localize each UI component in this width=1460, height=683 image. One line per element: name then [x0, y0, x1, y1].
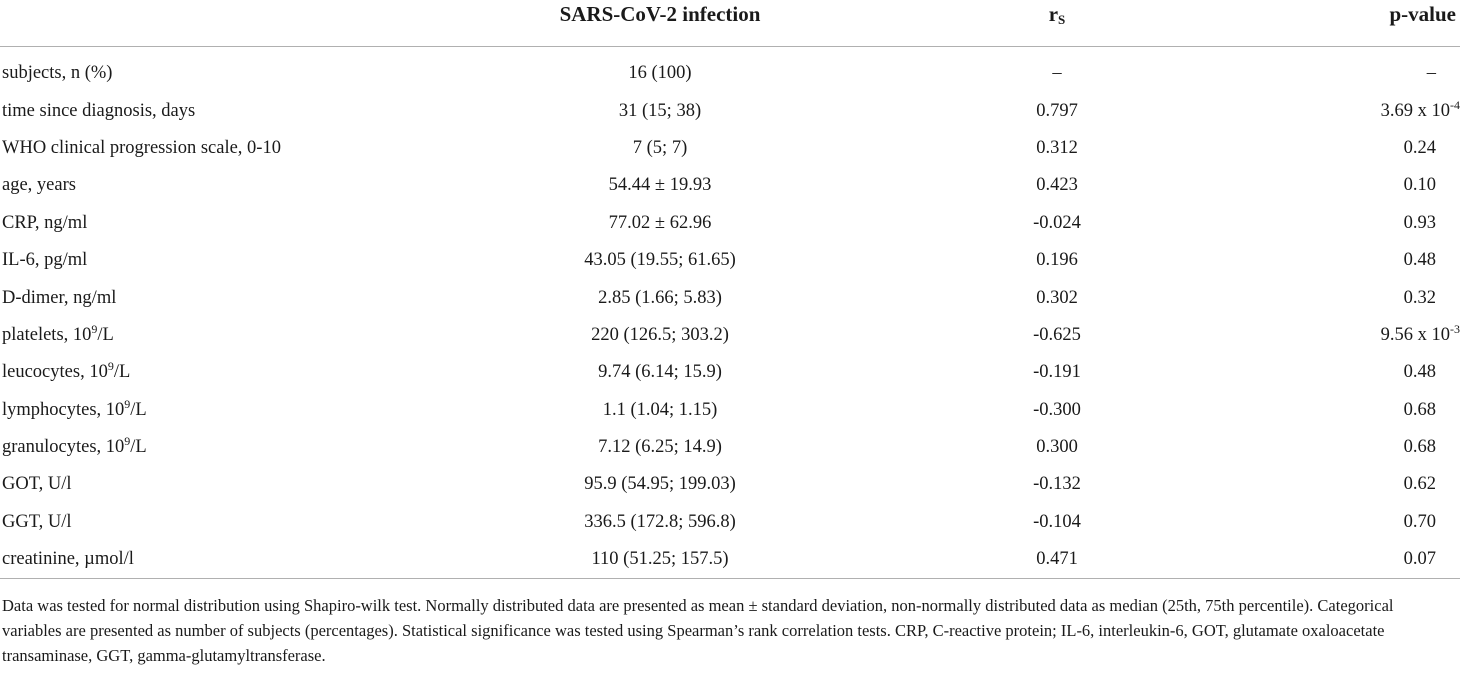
sars-cov-2-value-cell	[420, 205, 960, 242]
row-label-cell	[0, 130, 420, 167]
rs-value: 0.797	[1036, 100, 1078, 121]
rs-value-cell	[960, 205, 1250, 242]
sars-cov-2-value: 7.12 (6.25; 14.9)	[598, 437, 722, 458]
p-value-wrapper	[1404, 213, 1460, 234]
sars-cov-2-value: 43.05 (19.55; 61.65)	[584, 250, 736, 271]
p-value-cell	[1250, 354, 1460, 391]
row-label-cell	[0, 504, 420, 541]
row-label: GGT, U/l	[2, 511, 72, 532]
header-p-value: p-value	[1250, 0, 1460, 47]
sars-cov-2-value-cell	[420, 504, 960, 541]
table-row	[0, 317, 1460, 354]
header-row	[0, 0, 1460, 47]
sars-cov-2-value: 95.9 (54.95; 199.03)	[584, 474, 736, 495]
rs-value-cell	[960, 429, 1250, 466]
table-row	[0, 47, 1460, 93]
sars-cov-2-value-cell	[420, 92, 960, 129]
p-value-wrapper	[1404, 138, 1460, 159]
sars-cov-2-value: 77.02 ± 62.96	[608, 212, 712, 233]
p-value-cell	[1250, 504, 1460, 541]
rs-value-cell	[960, 92, 1250, 129]
p-value-wrapper	[1427, 63, 1460, 84]
rs-value: 0.300	[1036, 437, 1078, 458]
p-value: 0.48	[1403, 362, 1436, 383]
sars-cov-2-value: 16 (100)	[628, 63, 692, 84]
table-row	[0, 242, 1460, 279]
row-label-cell	[0, 429, 420, 466]
p-value-cell	[1250, 466, 1460, 503]
row-label-cell	[0, 392, 420, 429]
row-label: IL-6, pg/ml	[2, 250, 88, 271]
sars-cov-2-value-cell	[420, 466, 960, 503]
sars-cov-2-value-cell	[420, 541, 960, 579]
rs-value: 0.302	[1036, 287, 1078, 308]
row-label-unit: /L	[130, 399, 147, 420]
table-row	[0, 92, 1460, 129]
table-header	[0, 0, 1460, 47]
sars-cov-2-value-cell	[420, 317, 960, 354]
sars-cov-2-value-cell	[420, 354, 960, 391]
table-row	[0, 392, 1460, 429]
p-value-cell	[1250, 92, 1460, 129]
row-label: CRP, ng/ml	[2, 212, 88, 233]
p-value: 3.69 x 10	[1380, 100, 1450, 121]
rs-value: 0.423	[1036, 175, 1078, 196]
p-value-cell	[1250, 541, 1460, 579]
row-label: WHO clinical progression scale, 0-10	[2, 137, 281, 158]
header-rs-main: r	[1048, 2, 1059, 26]
rs-value: 0.196	[1036, 250, 1078, 271]
p-value-wrapper	[1380, 97, 1460, 122]
table-row	[0, 354, 1460, 391]
row-label-cell	[0, 47, 420, 93]
row-label-cell	[0, 317, 420, 354]
table-row	[0, 279, 1460, 316]
table-footnote: Data was tested for normal distribution using Shapiro-wilk test. Normally distributed data are presented as mean ± standard deviation, non-normally distributed data as median (25th, 75th percentile). Categorical variables are presented as number of subjects (percentages). Statistical significance was tested using Spearman’s rank correlation tests. CRP, C-reactive protein; IL-6, interleukin-6, GOT, glutamate oxaloacetate transaminase, GGT, gamma-glutamyltransferase.	[2, 596, 1394, 666]
p-value-cell	[1250, 205, 1460, 242]
p-value-cell	[1250, 167, 1460, 204]
p-value: 0.93	[1403, 212, 1436, 233]
sars-cov-2-value: 220 (126.5; 303.2)	[591, 324, 729, 345]
sars-cov-2-value: 336.5 (172.8; 596.8)	[584, 511, 736, 532]
p-value: 0.07	[1403, 549, 1436, 570]
row-label: lymphocytes, 10	[2, 399, 125, 420]
row-label-superscript: 9	[124, 396, 131, 411]
rs-value: -0.300	[1033, 399, 1081, 420]
sars-cov-2-value-cell	[420, 279, 960, 316]
p-value-cell	[1250, 130, 1460, 167]
p-value-cell	[1250, 317, 1460, 354]
row-label-cell	[0, 205, 420, 242]
rs-value: -0.132	[1033, 474, 1081, 495]
row-label: creatinine, µmol/l	[2, 549, 134, 570]
p-value: 0.62	[1403, 474, 1436, 495]
sars-cov-2-value-cell	[420, 392, 960, 429]
p-value-wrapper	[1404, 288, 1460, 309]
p-value-wrapper	[1404, 250, 1460, 271]
p-value-wrapper	[1404, 437, 1460, 458]
rs-value-cell	[960, 167, 1250, 204]
rs-value: -0.625	[1033, 324, 1081, 345]
row-label: platelets, 10	[2, 324, 92, 345]
p-value-cell	[1250, 279, 1460, 316]
sars-cov-2-value-cell	[420, 167, 960, 204]
header-spearman-rs	[960, 0, 1250, 47]
rs-value: -0.104	[1033, 511, 1081, 532]
row-label: GOT, U/l	[2, 474, 72, 495]
rs-value-cell	[960, 279, 1250, 316]
p-value-wrapper	[1404, 549, 1460, 570]
header-rs-subscript: S	[1058, 12, 1066, 27]
row-label-cell	[0, 541, 420, 579]
row-label-cell	[0, 354, 420, 391]
table-body	[0, 47, 1460, 579]
sars-cov-2-value-cell	[420, 242, 960, 279]
sars-cov-2-value: 1.1 (1.04; 1.15)	[602, 399, 718, 420]
p-value-cell	[1250, 392, 1460, 429]
rs-value-cell	[960, 47, 1250, 93]
p-value: 0.10	[1403, 175, 1436, 196]
p-value-exponent: -3	[1450, 321, 1460, 336]
row-label: time since diagnosis, days	[2, 100, 196, 121]
p-value-cell	[1250, 429, 1460, 466]
p-value-wrapper	[1404, 512, 1460, 533]
table-row	[0, 130, 1460, 167]
sars-cov-2-value: 7 (5; 7)	[632, 137, 688, 158]
table-row	[0, 541, 1460, 579]
table-row	[0, 429, 1460, 466]
table-row	[0, 466, 1460, 503]
table-row	[0, 205, 1460, 242]
rs-value-cell	[960, 242, 1250, 279]
p-value-wrapper	[1404, 474, 1460, 495]
sars-cov-2-value-cell	[420, 429, 960, 466]
rs-value: –	[1052, 63, 1062, 84]
p-value: –	[1426, 63, 1436, 84]
row-label: subjects, n (%)	[2, 63, 113, 84]
p-value: 0.68	[1403, 399, 1436, 420]
table-row	[0, 504, 1460, 541]
p-value: 0.48	[1403, 250, 1436, 271]
sars-cov-2-value: 31 (15; 38)	[618, 100, 702, 121]
row-label-superscript: 9	[91, 321, 98, 336]
p-value: 9.56 x 10	[1380, 324, 1450, 345]
p-value-cell	[1250, 47, 1460, 93]
sars-cov-2-value-cell	[420, 130, 960, 167]
row-label-unit: /L	[130, 437, 147, 458]
sars-cov-2-value-cell	[420, 47, 960, 93]
row-label: leucocytes, 10	[2, 362, 108, 383]
row-label-cell	[0, 466, 420, 503]
p-value: 0.70	[1403, 511, 1436, 532]
rs-value: -0.024	[1033, 212, 1081, 233]
rs-value-cell	[960, 130, 1250, 167]
row-label-cell	[0, 92, 420, 129]
p-value: 0.68	[1403, 437, 1436, 458]
p-value: 0.32	[1403, 287, 1436, 308]
sars-cov-2-value: 54.44 ± 19.93	[608, 175, 712, 196]
row-label-unit: /L	[113, 362, 131, 383]
row-label-cell	[0, 279, 420, 316]
p-value: 0.24	[1403, 137, 1436, 158]
row-label-cell	[0, 167, 420, 204]
p-value-wrapper	[1404, 400, 1460, 421]
row-label-superscript: 9	[107, 359, 114, 374]
p-value-wrapper	[1404, 362, 1460, 383]
row-label-cell	[0, 242, 420, 279]
rs-value: -0.191	[1033, 362, 1081, 383]
table-row	[0, 167, 1460, 204]
p-value-exponent: -4	[1450, 97, 1460, 112]
sars-cov-2-value: 9.74 (6.14; 15.9)	[598, 362, 722, 383]
rs-value-cell	[960, 466, 1250, 503]
sars-cov-2-value: 110 (51.25; 157.5)	[591, 549, 729, 570]
row-label: D-dimer, ng/ml	[2, 287, 117, 308]
rs-value-cell	[960, 317, 1250, 354]
header-sars-cov-2-infection: SARS-CoV-2 infection	[420, 0, 960, 47]
rs-value-cell	[960, 504, 1250, 541]
rs-value-cell	[960, 392, 1250, 429]
sars-cov-2-value: 2.85 (1.66; 5.83)	[598, 287, 722, 308]
row-label-unit: /L	[97, 324, 114, 345]
row-label-superscript: 9	[124, 434, 131, 449]
p-value-cell	[1250, 242, 1460, 279]
header-label-column	[0, 0, 420, 47]
rs-value: 0.471	[1036, 549, 1078, 570]
rs-value-cell	[960, 354, 1250, 391]
p-value-wrapper	[1404, 175, 1460, 196]
rs-value: 0.312	[1036, 137, 1078, 158]
row-label: age, years	[2, 175, 76, 196]
p-value-wrapper	[1380, 321, 1460, 346]
rs-value-cell	[960, 541, 1250, 579]
row-label: granulocytes, 10	[2, 437, 125, 458]
